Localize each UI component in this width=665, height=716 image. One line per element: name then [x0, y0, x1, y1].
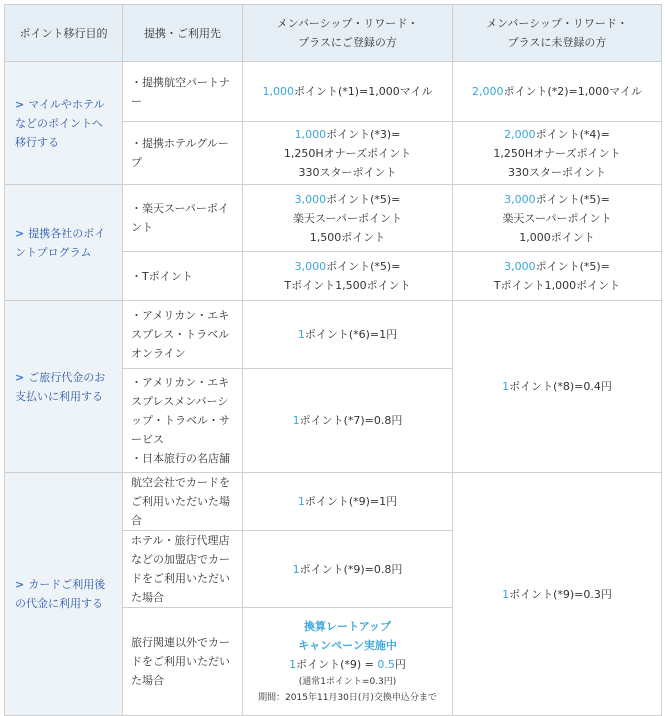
value-text: ポイント(*3)=: [326, 127, 401, 141]
point-number: 1: [292, 562, 300, 576]
partner-card-hotel: ホテル・旅行代理店などの加盟店でカードをご利用いただいた場合: [123, 531, 243, 608]
value-airline-unregistered: [453, 62, 662, 122]
value-hotel-unregistered: [453, 122, 662, 185]
table-row: [5, 185, 662, 252]
table-header-row: [5, 5, 662, 62]
category-partner-programs[interactable]: [5, 185, 123, 301]
chevron-right-icon: >: [15, 97, 25, 111]
value-text: 1,500ポイント: [309, 230, 386, 244]
value-text: ポイント(*9)=0.3円: [509, 587, 612, 601]
partner-amex-service: [123, 369, 243, 473]
value-text: Tポイント1,500ポイント: [284, 279, 411, 292]
campaign-period: 期間：2015年11月30日(月)交換申込分まで: [258, 693, 437, 703]
header-purpose: ポイント移行目的: [5, 5, 123, 62]
point-number: 3,000: [294, 260, 327, 273]
campaign-subtitle: キャンペーン実施中: [298, 639, 397, 652]
normal-rate-note: (通常1ポイント=0.3円): [298, 677, 397, 687]
partner-rakuten: ・楽天スーパーポイント: [123, 185, 243, 252]
value-text: ポイント(*5)=: [326, 192, 401, 206]
value-hotel-registered: [243, 122, 453, 185]
chevron-right-icon: >: [15, 226, 25, 240]
value-tpoint-registered: [243, 252, 453, 301]
partner-text: ・アメリカン・エキスプレスメンバーシップ・トラベル・サービス: [131, 376, 230, 446]
value-text: 楽天スーパーポイント: [293, 211, 402, 225]
value-card-other-registered: [243, 608, 453, 716]
table-row: [5, 473, 662, 531]
partner-tpoint: ・Tポイント: [123, 252, 243, 301]
value-text: ポイント(*9) =: [296, 658, 378, 671]
point-number: 3,000: [504, 260, 536, 273]
partner-text: ・日本旅行の名店舗: [131, 452, 230, 465]
campaign-title: 換算レートアップ: [304, 620, 391, 633]
campaign-rate: 0.5: [377, 658, 395, 671]
value-rakuten-unregistered: [453, 185, 662, 252]
point-number: 1: [289, 658, 297, 671]
value-text: Tポイント1,000ポイント: [493, 279, 621, 292]
point-number: 2,000: [471, 85, 504, 98]
value-text: ポイント(*6)=1円: [304, 328, 398, 341]
value-travel-unregistered: [453, 301, 662, 473]
category-label: ご旅行代金のお支払いに利用する: [15, 370, 106, 403]
value-text: ポイント(*8)=0.4円: [509, 380, 612, 393]
table-row: [5, 62, 662, 122]
point-transfer-table: [4, 4, 662, 716]
header-unregistered: メンバーシップ・リワード・ プラスに未登録の方: [453, 5, 662, 62]
category-miles[interactable]: [5, 62, 123, 185]
partner-airline: ・提携航空パートナー: [123, 62, 243, 122]
partner-card-other: 旅行関連以外でカードをご利用いただいた場合: [123, 608, 243, 716]
value-tpoint-unregistered: [453, 252, 662, 301]
value-text: ポイント(*5)=: [535, 260, 610, 273]
point-number: 1: [292, 414, 300, 427]
point-number: 1: [502, 587, 510, 601]
value-text: ポイント(*9)=0.8円: [299, 562, 403, 576]
value-rakuten-registered: [243, 185, 453, 252]
value-text: 1,000ポイント: [519, 230, 595, 244]
partner-hotel: ・提携ホテルグループ: [123, 122, 243, 185]
partner-amex-online: ・アメリカン・エキスプレス・トラベル オンライン: [123, 301, 243, 369]
header-partner: 提携・ご利用先: [123, 5, 243, 62]
value-text: 330スターポイント: [298, 165, 397, 179]
value-text: 楽天スーパーポイント: [502, 211, 612, 225]
point-number: 1: [297, 328, 305, 341]
value-card-airline-registered: [243, 473, 453, 531]
partner-card-airline: 航空会社でカードをご利用いただいた場合: [123, 473, 243, 531]
value-text: 1,250Hオナーズポイント: [493, 146, 621, 160]
category-travel[interactable]: [5, 301, 123, 473]
header-registered: メンバーシップ・リワード・ プラスにご登録の方: [243, 5, 453, 62]
point-number: 1,000: [262, 85, 294, 98]
value-text: 330スターポイント: [508, 165, 606, 179]
value-text: 円: [394, 658, 406, 671]
table-row: [5, 301, 662, 369]
category-label: マイルやホテルなどのポイントへ移行する: [15, 97, 105, 149]
value-text: ポイント(*5)=: [326, 260, 401, 273]
value-text: ポイント(*9)=1円: [304, 495, 398, 508]
value-card-hotel-registered: [243, 531, 453, 608]
category-label: カードご利用後の代金に利用する: [15, 578, 106, 610]
point-number: 1: [502, 380, 510, 393]
point-number: 1: [297, 495, 305, 508]
category-label: 提携各社のポイントプログラム: [15, 226, 106, 259]
value-amex-online-registered: [243, 301, 453, 369]
value-text: ポイント(*1)=1,000マイル: [293, 85, 433, 98]
value-card-unregistered: [453, 473, 662, 716]
category-card[interactable]: [5, 473, 123, 716]
point-number: 3,000: [294, 192, 327, 206]
value-text: ポイント(*4)=: [535, 127, 610, 141]
value-text: ポイント(*2)=1,000マイル: [503, 85, 643, 98]
point-number: 3,000: [504, 192, 536, 206]
value-text: ポイント(*5)=: [535, 192, 610, 206]
value-airline-registered: [243, 62, 453, 122]
value-amex-service-registered: [243, 369, 453, 473]
point-number: 2,000: [504, 127, 536, 141]
point-number: 1,000: [294, 127, 327, 141]
value-text: ポイント(*7)=0.8円: [299, 414, 403, 427]
chevron-right-icon: >: [15, 578, 25, 591]
chevron-right-icon: >: [15, 370, 25, 384]
value-text: 1,250Hオナーズポイント: [283, 146, 412, 160]
